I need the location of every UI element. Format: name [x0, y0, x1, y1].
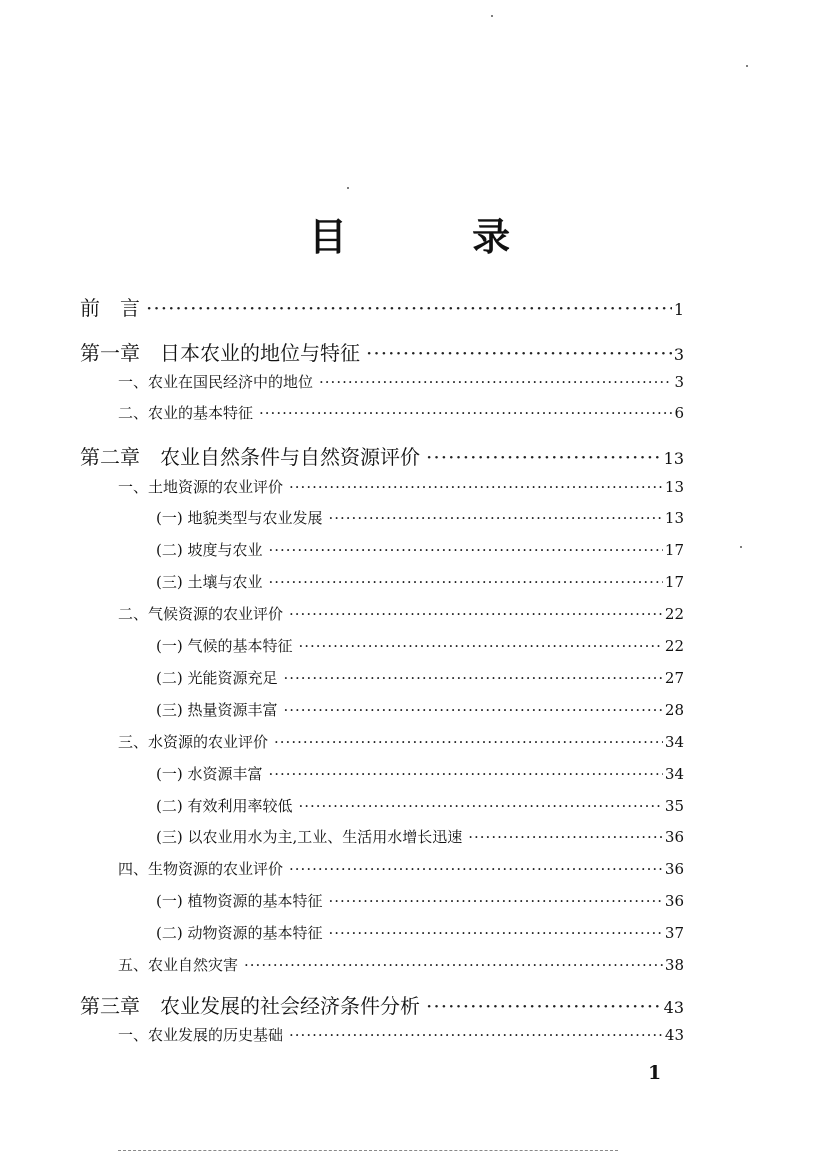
toc-entry-page: 27 [664, 669, 684, 687]
toc-entry[interactable] [156, 826, 684, 847]
toc-entry-page: 22 [664, 605, 684, 623]
toc-leader-dots [328, 892, 662, 910]
toc-entry[interactable] [118, 1024, 684, 1045]
toc-leader-dots [268, 541, 662, 559]
toc-entry-label: 三、水资源的农业评价 [118, 733, 269, 751]
toc-entry-page: 36 [664, 828, 684, 846]
toc-entry-page: 36 [664, 892, 684, 910]
toc-entry-label: 第三章 农业发展的社会经济条件分析 [80, 994, 420, 1018]
toc-leader-dots [289, 1026, 663, 1044]
toc-entry-page: 3 [673, 345, 684, 364]
toc-entry[interactable] [156, 922, 684, 943]
toc-entry[interactable] [156, 890, 684, 911]
toc-entry[interactable] [80, 292, 684, 321]
toc-entry-label: (一) 植物资源的基本特征 [156, 892, 323, 910]
toc-entry-page: 43 [664, 1026, 684, 1044]
toc-entry-page: 13 [663, 449, 684, 468]
scan-speck [491, 15, 493, 17]
toc-leader-dots [298, 797, 662, 815]
toc-entry[interactable] [156, 539, 684, 560]
toc-entry[interactable] [156, 667, 684, 688]
toc-entry-label: (一) 水资源丰富 [156, 765, 263, 783]
toc-entry-page: 13 [664, 478, 684, 496]
toc-entry[interactable] [156, 507, 684, 528]
toc-entry-label: 前 言 [80, 296, 140, 320]
toc-entry-page: 34 [664, 765, 684, 783]
toc-entry-label: 二、农业的基本特征 [118, 404, 254, 422]
toc-entry[interactable] [118, 371, 684, 392]
toc-entry[interactable] [118, 858, 684, 879]
toc-entry-label: 一、土地资源的农业评价 [118, 478, 284, 496]
toc-entry[interactable] [118, 402, 684, 423]
toc-leader-dots [328, 509, 662, 527]
toc-entry-label: 二、气候资源的农业评价 [118, 605, 284, 623]
toc-leader-dots [468, 828, 663, 846]
toc-entry[interactable] [80, 441, 684, 470]
page-title: 目 录 [308, 215, 567, 259]
toc-entry-label: (三) 土壤与农业 [156, 573, 263, 591]
toc-entry-label: 第一章 日本农业的地位与特征 [80, 341, 360, 365]
toc-entry-label: (二) 有效利用率较低 [156, 797, 293, 815]
toc-entry[interactable] [118, 731, 684, 752]
toc-entry-label: (二) 光能资源充足 [156, 669, 278, 687]
toc-leader-dots [259, 404, 672, 422]
scan-artifact-line [118, 1150, 618, 1152]
toc-entry[interactable] [80, 337, 684, 366]
toc-leader-dots [426, 994, 662, 1018]
toc-leader-dots [244, 956, 663, 974]
toc-entry[interactable] [80, 990, 684, 1019]
toc-entry-label: 五、农业自然灾害 [118, 956, 239, 974]
toc-entry-page: 13 [664, 509, 684, 527]
toc-entry-label: (一) 气候的基本特征 [156, 637, 293, 655]
toc-entry-page: 17 [664, 541, 684, 559]
toc-entry-label: (二) 动物资源的基本特征 [156, 924, 323, 942]
toc-entry-page: 28 [664, 701, 684, 719]
toc-leader-dots [298, 637, 662, 655]
toc-entry[interactable] [156, 795, 684, 816]
toc-leader-dots [366, 341, 672, 365]
toc-leader-dots [268, 765, 662, 783]
toc-entry[interactable] [156, 699, 684, 720]
toc-leader-dots [289, 605, 663, 623]
scan-speck [746, 65, 748, 67]
toc-entry-page: 35 [664, 797, 684, 815]
toc-entry-label: (三) 以农业用水为主,工业、生活用水增长迅速 [156, 828, 463, 846]
toc-entry[interactable] [118, 476, 684, 497]
toc-entry-page: 22 [664, 637, 684, 655]
toc-leader-dots [426, 445, 662, 469]
toc-entry-page: 6 [674, 404, 684, 422]
page-number: 1 [648, 1062, 662, 1084]
toc-entry-page: 38 [664, 956, 684, 974]
toc-entry-page: 36 [664, 860, 684, 878]
toc-entry-page: 3 [674, 373, 684, 391]
toc-entry-label: (三) 热量资源丰富 [156, 701, 278, 719]
toc-leader-dots [319, 373, 672, 391]
toc-entry-page: 37 [664, 924, 684, 942]
toc-entry[interactable] [156, 571, 684, 592]
toc-entry-label: 一、农业发展的历史基础 [118, 1026, 284, 1044]
toc-leader-dots [146, 296, 672, 320]
toc-entry[interactable] [156, 635, 684, 656]
toc-leader-dots [328, 924, 662, 942]
toc-leader-dots [283, 701, 662, 719]
scan-speck [740, 546, 742, 548]
toc-entry-label: 第二章 农业自然条件与自然资源评价 [80, 445, 420, 469]
toc-leader-dots [274, 733, 663, 751]
toc-entry[interactable] [118, 603, 684, 624]
toc-leader-dots [283, 669, 662, 687]
toc-entry-label: 一、农业在国民经济中的地位 [118, 373, 314, 391]
toc-entry-label: (二) 坡度与农业 [156, 541, 263, 559]
toc-entry-page: 1 [673, 300, 684, 319]
toc-leader-dots [289, 860, 663, 878]
toc-entry-page: 34 [664, 733, 684, 751]
toc-entry[interactable] [156, 763, 684, 784]
toc-entry-page: 17 [664, 573, 684, 591]
toc-entry-label: 四、生物资源的农业评价 [118, 860, 284, 878]
scan-speck [347, 187, 349, 189]
toc-entry[interactable] [118, 954, 684, 975]
toc-entry-label: (一) 地貌类型与农业发展 [156, 509, 323, 527]
toc-leader-dots [268, 573, 662, 591]
toc-leader-dots [289, 478, 663, 496]
toc-entry-page: 43 [663, 998, 684, 1017]
